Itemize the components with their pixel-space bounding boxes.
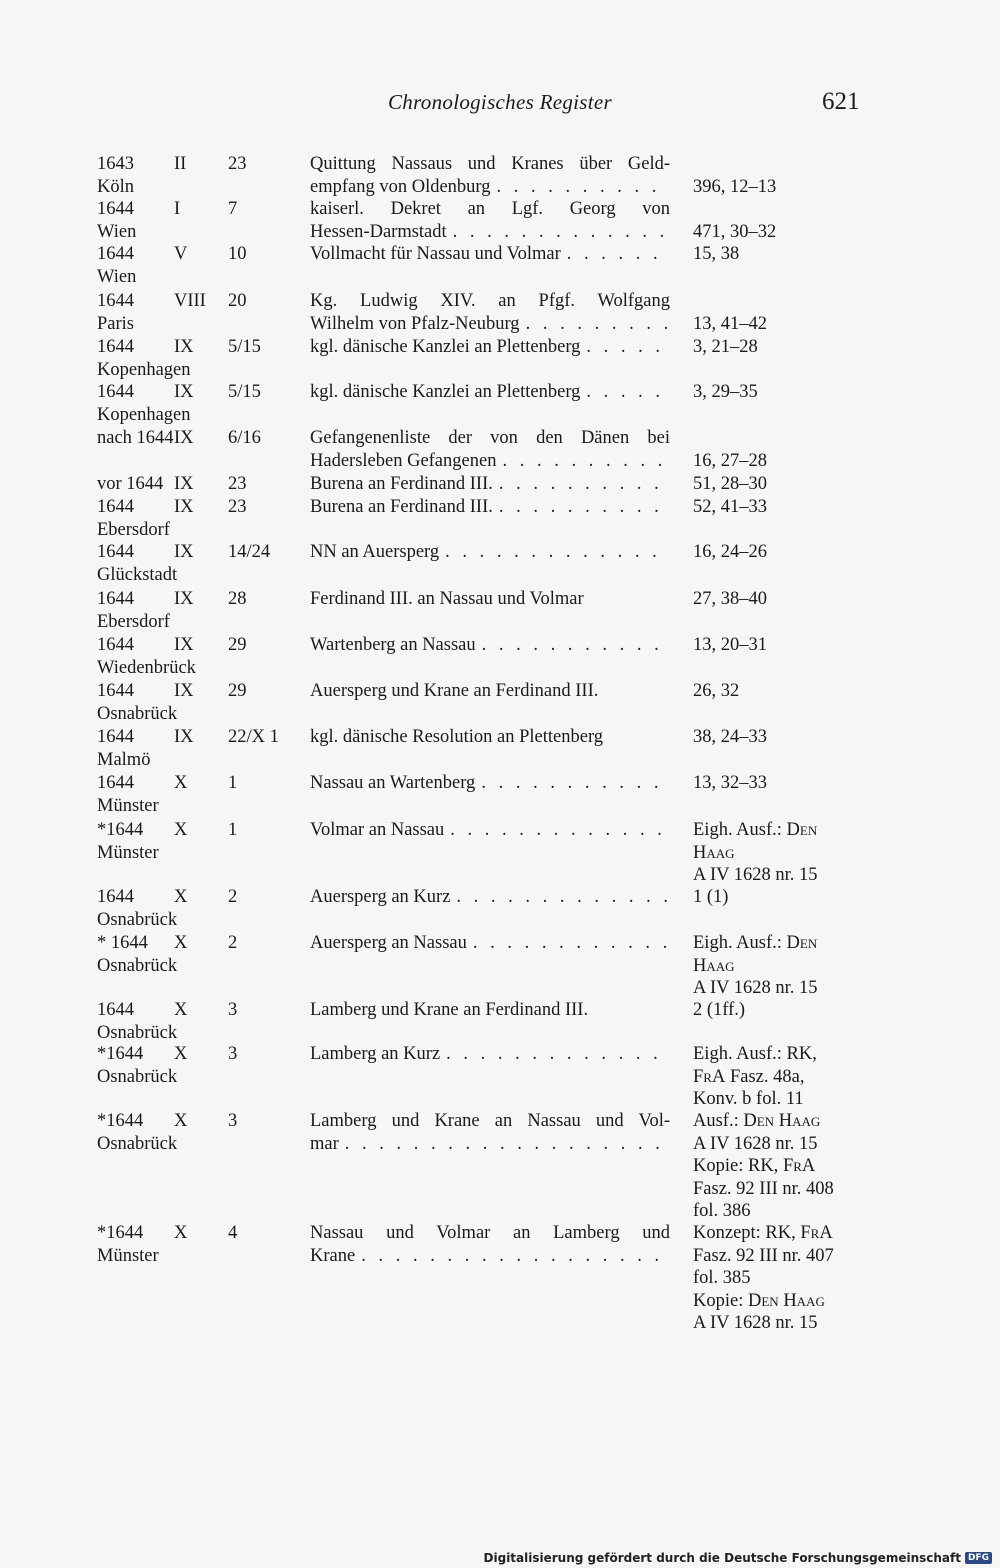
running-title: Chronologisches Register	[388, 90, 612, 114]
leader-dots	[355, 1245, 670, 1268]
reference-line: A IV 1628 nr. 15	[693, 865, 818, 885]
reference-line	[693, 153, 933, 176]
description-text: kgl. dänische Kanzlei an Plettenberg	[310, 382, 581, 402]
entry-description	[310, 496, 670, 519]
description-text: Nassau und Volmar an Lamberg und	[310, 1223, 670, 1243]
entry-description	[310, 886, 670, 909]
description-line	[310, 427, 670, 450]
entry-year: *1644	[97, 1111, 144, 1131]
entry-month: V	[174, 244, 188, 264]
entry-day: 3	[228, 1111, 238, 1131]
description-line	[310, 198, 670, 221]
description-text: Krane	[310, 1245, 356, 1266]
entry-reference	[693, 772, 933, 795]
entry-year: nach 1644	[97, 428, 174, 448]
description-line	[310, 1043, 670, 1066]
description-line	[310, 336, 670, 359]
entry-reference	[693, 153, 933, 198]
entry-day: 4	[228, 1223, 238, 1243]
entry-description	[310, 243, 670, 266]
entry-month: I	[174, 199, 181, 219]
description-line	[310, 680, 670, 703]
reference-line: Kopie: Den Haag	[693, 1290, 825, 1311]
reference-line: Fasz. 92 III nr. 408	[693, 1178, 834, 1199]
description-text: Volmar an Nassau	[310, 820, 445, 840]
leader-dots	[447, 221, 670, 244]
description-line	[310, 726, 670, 749]
entry-reference	[693, 932, 933, 1000]
entry-year: 1644	[97, 1000, 134, 1020]
description-line	[310, 381, 670, 404]
reference-line: 1 (1)	[693, 887, 729, 907]
description-line	[310, 153, 670, 176]
entry-day: 14/24	[228, 542, 271, 562]
entry-month: VIII	[174, 291, 206, 311]
entry-place: Münster	[97, 842, 159, 863]
description-line	[310, 932, 670, 955]
entry-year: 1644	[97, 727, 134, 747]
reference-line: Konv. b fol. 11	[693, 1089, 804, 1109]
entry-place: Osnabrück	[97, 1066, 178, 1087]
description-line	[310, 1245, 670, 1268]
entry-reference	[693, 588, 933, 611]
description-text: Burena an Ferdinand III.	[310, 497, 493, 517]
entry-month: IX	[174, 542, 194, 562]
description-line	[310, 634, 670, 657]
entry-day: 10	[228, 244, 247, 264]
entry-reference	[693, 634, 933, 657]
entry-place: Köln	[97, 176, 134, 197]
entry-place: Malmö	[97, 749, 151, 770]
description-text: Wilhelm von Pfalz-Neuburg	[310, 313, 520, 334]
reference-line: 52, 41–33	[693, 497, 767, 517]
leader-dots	[520, 313, 670, 336]
entry-reference	[693, 1043, 933, 1111]
description-text: Nassau an Wartenberg	[310, 773, 476, 793]
entry-description	[310, 153, 670, 198]
reference-line: Kopie: RK, FrA	[693, 1156, 816, 1176]
reference-line	[693, 198, 933, 221]
entry-day: 20	[228, 291, 247, 311]
entry-day: 29	[228, 681, 247, 701]
entry-year: 1644	[97, 382, 134, 402]
description-text: Kg. Ludwig XIV. an Pfgf. Wolfgang	[310, 291, 670, 311]
entry-month: IX	[174, 681, 194, 701]
entry-year: *1644	[97, 1223, 144, 1243]
leader-dots	[475, 772, 670, 795]
reference-line: 471, 30–32	[693, 221, 777, 242]
description-line	[310, 1222, 670, 1245]
reference-line: Eigh. Ausf.: Den	[693, 820, 818, 840]
entry-year: 1644	[97, 542, 134, 562]
entry-place: Glückstadt	[97, 564, 178, 585]
description-line	[310, 473, 670, 496]
leader-dots	[493, 473, 670, 496]
entry-reference	[693, 726, 933, 749]
footer-credit	[484, 1551, 992, 1565]
entry-reference	[693, 381, 933, 404]
reference-line: A IV 1628 nr. 15	[693, 978, 818, 998]
entry-day: 5/15	[228, 337, 261, 357]
entry-description	[310, 336, 670, 359]
entry-place: Münster	[97, 1245, 159, 1266]
reference-line: 16, 24–26	[693, 542, 767, 562]
description-text: Hadersleben Gefangenen	[310, 450, 497, 471]
reference-line: Eigh. Ausf.: Den	[693, 933, 818, 953]
entry-day: 2	[228, 933, 238, 953]
entry-month: IX	[174, 727, 194, 747]
entry-day: 22/X 1	[228, 727, 279, 747]
entry-description	[310, 427, 670, 472]
entry-year: 1644	[97, 337, 134, 357]
entry-month: X	[174, 1044, 188, 1064]
description-text: Auersperg und Krane an Ferdinand III.	[310, 681, 599, 701]
description-line	[310, 999, 670, 1022]
entry-reference	[693, 427, 933, 472]
dfg-logo: DFG	[965, 1552, 992, 1564]
entry-year: 1644	[97, 635, 134, 655]
description-line	[310, 221, 670, 244]
description-text: Ferdinand III. an Nassau und Volmar	[310, 589, 584, 609]
reference-line: 2 (1ff.)	[693, 1000, 746, 1020]
description-text: kgl. dänische Resolution an Plettenberg	[310, 727, 604, 747]
entry-day: 3	[228, 1044, 238, 1064]
description-text: mar	[310, 1133, 339, 1154]
reference-line: Ausf.: Den Haag	[693, 1111, 821, 1131]
description-text: Vollmacht für Nassau und Volmar	[310, 244, 561, 264]
leader-dots	[561, 243, 670, 266]
entry-year: * 1644	[97, 933, 148, 953]
description-line	[310, 588, 670, 611]
entry-day: 23	[228, 154, 247, 174]
leader-dots	[439, 541, 670, 564]
entry-year: 1644	[97, 291, 134, 311]
entry-reference	[693, 541, 933, 564]
entry-day: 23	[228, 474, 247, 494]
reference-line: 51, 28–30	[693, 474, 767, 494]
entry-day: 3	[228, 1000, 238, 1020]
description-line	[310, 772, 670, 795]
description-text: NN an Auersperg	[310, 542, 440, 562]
entry-year: 1644	[97, 589, 134, 609]
entry-reference	[693, 336, 933, 359]
entry-reference	[693, 819, 933, 887]
entry-day: 1	[228, 773, 238, 793]
entry-reference	[693, 198, 933, 243]
leader-dots	[496, 450, 670, 473]
description-text: Auersperg an Nassau	[310, 933, 467, 953]
reference-line: 3, 21–28	[693, 337, 758, 357]
entry-reference	[693, 473, 933, 496]
entry-reference	[693, 999, 933, 1022]
entry-month: X	[174, 820, 188, 840]
entry-description	[310, 772, 670, 795]
description-line	[310, 313, 670, 336]
reference-line: 38, 24–33	[693, 727, 767, 747]
entry-year: 1644	[97, 497, 134, 517]
entry-description	[310, 588, 670, 611]
description-text: Wartenberg an Nassau	[310, 635, 476, 655]
entry-description	[310, 634, 670, 657]
leader-dots	[440, 1043, 670, 1066]
description-text: Quittung Nassaus und Kranes über Geld-	[310, 154, 670, 174]
entry-month: IX	[174, 428, 194, 448]
description-line	[310, 1133, 670, 1156]
reference-line: A IV 1628 nr. 15	[693, 1133, 818, 1154]
page-number: 621	[822, 88, 860, 115]
entry-reference	[693, 886, 933, 909]
entry-month: X	[174, 1223, 188, 1243]
entry-month: IX	[174, 497, 194, 517]
entry-place: Osnabrück	[97, 703, 178, 724]
entry-place: Paris	[97, 313, 134, 334]
entry-place: Münster	[97, 795, 159, 816]
reference-line: 26, 32	[693, 681, 740, 701]
reference-line: A IV 1628 nr. 15	[693, 1313, 818, 1333]
leader-dots	[580, 336, 670, 359]
reference-line: Fasz. 92 III nr. 407	[693, 1245, 834, 1266]
leader-dots	[493, 496, 670, 519]
description-text: kaiserl. Dekret an Lgf. Georg von	[310, 199, 670, 219]
reference-line: 13, 32–33	[693, 773, 767, 793]
reference-line: 16, 27–28	[693, 450, 767, 471]
reference-line: fol. 386	[693, 1201, 751, 1221]
entry-reference	[693, 1110, 933, 1223]
description-text: Gefangenenliste der von den Dänen bei	[310, 428, 670, 448]
entry-month: X	[174, 1111, 188, 1131]
description-line	[310, 496, 670, 519]
entry-year: 1644	[97, 244, 134, 264]
description-text: empfang von Oldenburg	[310, 176, 491, 197]
entry-month: IX	[174, 382, 194, 402]
reference-line: FrA Fasz. 48a,	[693, 1066, 805, 1087]
entry-day: 2	[228, 887, 238, 907]
description-text: Hessen-Darmstadt	[310, 221, 447, 242]
entry-place: Kopenhagen	[97, 359, 191, 380]
entry-month: X	[174, 933, 188, 953]
entry-month: II	[174, 154, 187, 174]
entry-month: IX	[174, 635, 194, 655]
entry-year: 1644	[97, 887, 134, 907]
entry-reference	[693, 496, 933, 519]
entry-month: IX	[174, 337, 194, 357]
description-text: Lamberg und Krane an Nassau und Vol-	[310, 1111, 670, 1131]
entry-year: 1644	[97, 773, 134, 793]
reference-line: 27, 38–40	[693, 589, 767, 609]
entry-place: Osnabrück	[97, 1022, 178, 1043]
description-line	[310, 290, 670, 313]
entry-place: Wiedenbrück	[97, 657, 196, 678]
entry-description	[310, 680, 670, 703]
description-text: Burena an Ferdinand III.	[310, 474, 493, 494]
description-line	[310, 450, 670, 473]
entry-month: X	[174, 887, 188, 907]
entry-day: 6/16	[228, 428, 261, 448]
entry-year: 1644	[97, 681, 134, 701]
entry-description	[310, 1110, 670, 1155]
reference-line	[693, 427, 933, 450]
entry-place: Wien	[97, 221, 137, 242]
entry-description	[310, 819, 670, 842]
entry-month: IX	[174, 589, 194, 609]
description-line	[310, 819, 670, 842]
entry-description	[310, 198, 670, 243]
entry-reference	[693, 290, 933, 335]
footer-text: Digitalisierung gefördert durch die Deutsche Forschungsgemeinschaft	[483, 1551, 961, 1565]
entry-year: 1644	[97, 199, 134, 219]
entry-reference	[693, 243, 933, 266]
entry-description	[310, 1043, 670, 1066]
entry-year: *1644	[97, 1044, 144, 1064]
entry-month: IX	[174, 474, 194, 494]
reference-line: 13, 20–31	[693, 635, 767, 655]
reference-line: 15, 38	[693, 244, 740, 264]
reference-line: 396, 12–13	[693, 176, 777, 197]
entry-description	[310, 932, 670, 955]
entry-place: Osnabrück	[97, 1133, 178, 1154]
entry-year: *1644	[97, 820, 144, 840]
description-text: Lamberg an Kurz	[310, 1044, 441, 1064]
reference-line: 13, 41–42	[693, 313, 767, 334]
entry-day: 7	[228, 199, 238, 219]
description-line	[310, 1110, 670, 1133]
entry-year: 1643	[97, 154, 134, 174]
entry-description	[310, 381, 670, 404]
reference-line: fol. 385	[693, 1268, 751, 1288]
leader-dots	[444, 819, 670, 842]
entry-description	[310, 473, 670, 496]
entry-reference	[693, 1222, 933, 1335]
leader-dots	[450, 886, 670, 909]
entry-place: Ebersdorf	[97, 519, 170, 540]
description-line	[310, 176, 670, 199]
reference-line: Haag	[693, 842, 735, 863]
leader-dots	[339, 1133, 670, 1156]
description-line	[310, 541, 670, 564]
reference-line: Konzept: RK, FrA	[693, 1223, 833, 1243]
entry-place: Kopenhagen	[97, 404, 191, 425]
entry-description	[310, 999, 670, 1022]
entry-place: Osnabrück	[97, 955, 178, 976]
entry-description	[310, 290, 670, 335]
reference-line: 3, 29–35	[693, 382, 758, 402]
description-text: Auersperg an Kurz	[310, 887, 451, 907]
entry-place: Ebersdorf	[97, 611, 170, 632]
leader-dots	[476, 634, 670, 657]
entry-day: 29	[228, 635, 247, 655]
description-line	[310, 886, 670, 909]
entry-reference	[693, 680, 933, 703]
description-text: kgl. dänische Kanzlei an Plettenberg	[310, 337, 581, 357]
entry-day: 28	[228, 589, 247, 609]
entry-place: Wien	[97, 266, 137, 287]
leader-dots	[491, 176, 670, 199]
entry-month: X	[174, 1000, 188, 1020]
entry-description	[310, 1222, 670, 1267]
reference-line: Eigh. Ausf.: RK,	[693, 1044, 817, 1064]
description-line	[310, 243, 670, 266]
entry-day: 5/15	[228, 382, 261, 402]
entry-place: Osnabrück	[97, 909, 178, 930]
entry-year: vor 1644	[97, 474, 164, 494]
reference-line	[693, 290, 933, 313]
entry-day: 23	[228, 497, 247, 517]
leader-dots	[580, 381, 670, 404]
entry-month: X	[174, 773, 188, 793]
reference-line: Haag	[693, 955, 735, 976]
description-text: Lamberg und Krane an Ferdinand III.	[310, 1000, 589, 1020]
leader-dots	[467, 932, 670, 955]
entry-description	[310, 541, 670, 564]
entry-day: 1	[228, 820, 238, 840]
entry-description	[310, 726, 670, 749]
